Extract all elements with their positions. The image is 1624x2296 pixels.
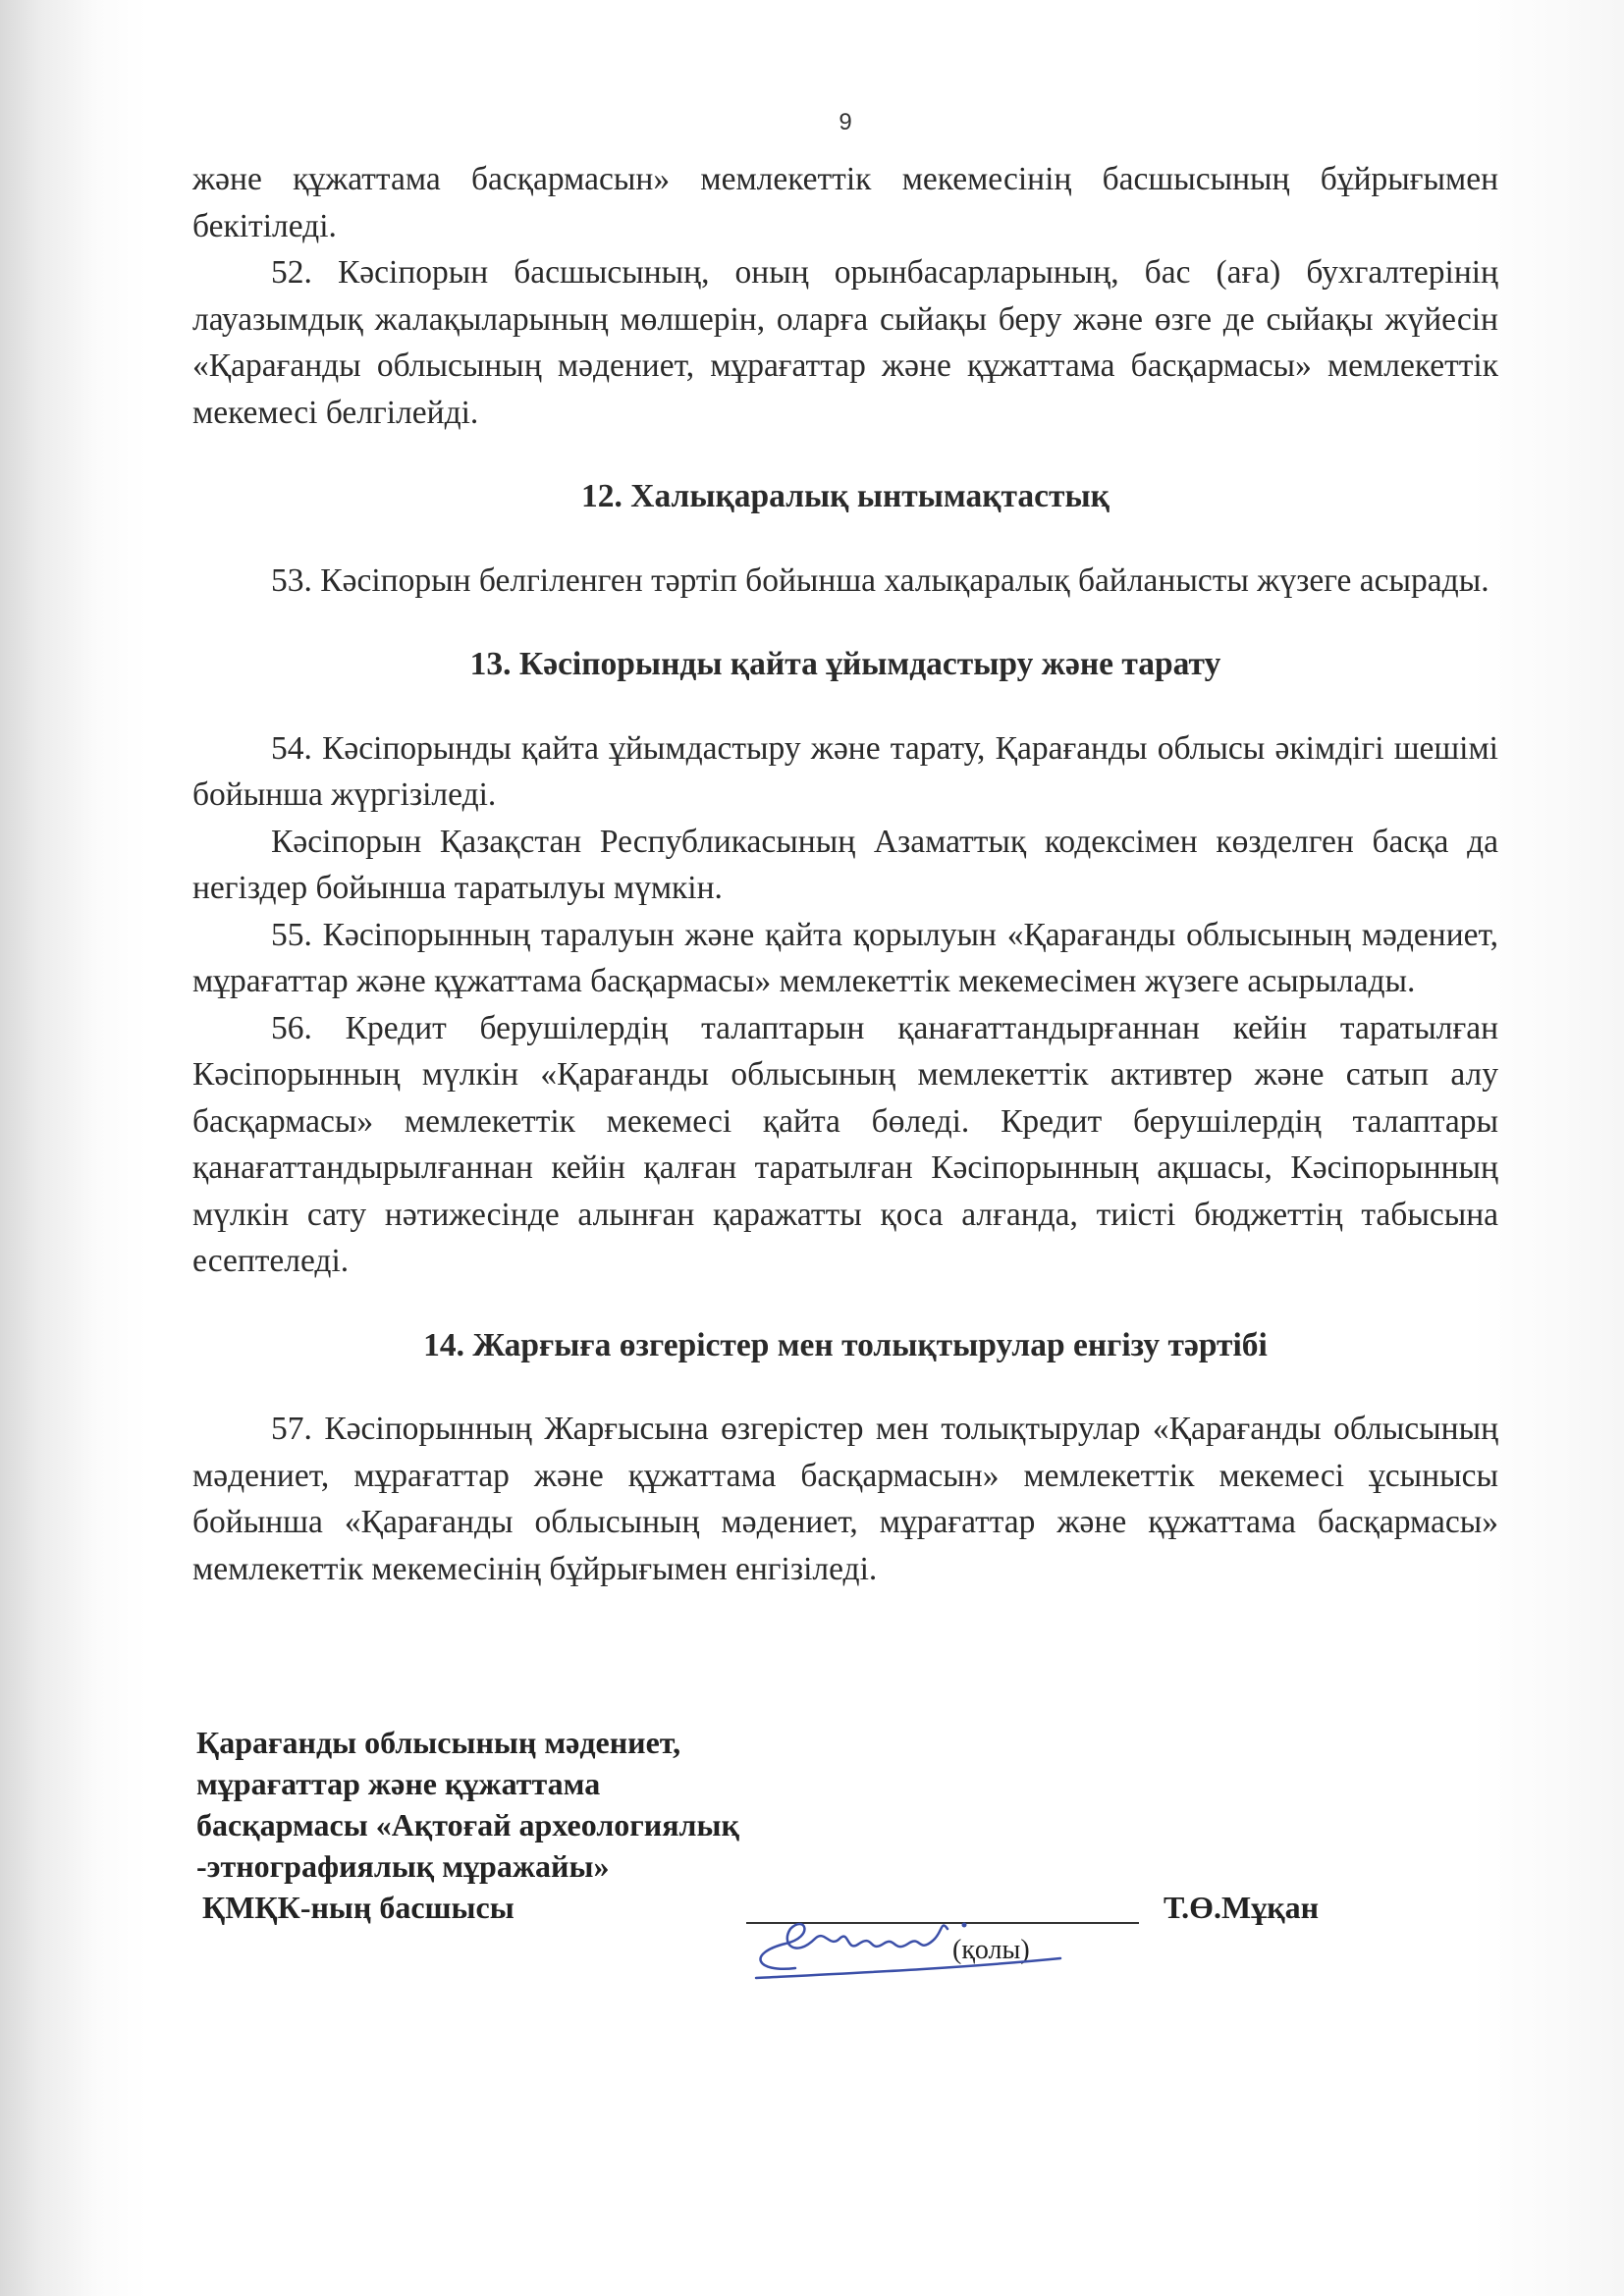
paragraph-continuation: және құжаттама басқармасын» мемлекеттік мекемесінің басшысының бұйрығымен бекітіледі.	[192, 161, 1498, 244]
paragraph-54-cont: Кәсіпорын Қазақстан Республикасының Азаматтық кодексімен көзделген басқа да негіздер бойынша таратылуы мүмкін.	[192, 823, 1498, 906]
section-heading-12: 12. Халықаралық ынтымақтастық	[581, 478, 1110, 514]
page-number: 9	[839, 109, 852, 135]
section-heading-14: 14. Жарғыға өзгерістер мен толықтырулар енгізу тәртібі	[423, 1326, 1268, 1363]
signatory-title: ҚМҚК-ның басшысы	[202, 1890, 514, 1925]
signatory-name: Т.Ө.Мұқан	[1164, 1890, 1320, 1925]
document-body	[192, 93, 1498, 1592]
paragraph-53: 53. Кәсіпорын белгіленген тәртіп бойынша халықаралық байланысты жүзеге асырады.	[271, 561, 1489, 599]
paragraph-57: 57. Кәсіпорынның Жарғысына өзгерістер мен толықтырулар «Қарағанды облысының мәдениет, мұрағаттар және құжаттама басқармасын» мемлекеттік мекемесі ұсынысы бойынша «Қарағанды облысының мәдениет, мұрағаттар және құжаттама басқармасы» мемлекеттік мекемесінің бұйрығымен енгізіледі.	[192, 1411, 1498, 1587]
signature-caption: (қолы)	[952, 1935, 1030, 1965]
signature-org-line-1: Қарағанды облысының мәдениет,	[196, 1725, 681, 1760]
paragraph-54: 54. Кәсіпорынды қайта ұйымдастыру және тарату, Қарағанды облысы әкімдігі шешімі бойынша жүргізіледі.	[192, 729, 1498, 813]
signature-org-line-4: -этнографиялық мұражайы»	[196, 1848, 610, 1884]
signature-org-line-3: басқармасы «Ақтоғай археологиялық	[196, 1807, 739, 1842]
handwritten-signature-icon	[736, 1899, 1080, 1998]
paragraph-52: 52. Кәсіпорын басшысының, оның орынбасарларының, бас (аға) бухгалтерінің лауазымдық жалақыларының мөлшерін, оларға сыйақы беру және өзге де сыйақы жүйесін «Қарағанды облысының мәдениет, мұрағаттар және құжаттама басқармасы» мемлекеттік мекемесі белгілейді.	[192, 254, 1498, 431]
paragraph-56: 56. Кредит берушілердің талаптарын қанағаттандырғаннан кейін таратылған Кәсіпорынның мүлкін «Қарағанды облысының мемлекеттік активтер және сатып алу басқармасы» мемлекеттік мекемесі қайта бөледі. Кредит берушілердің талаптары қанағаттандырылғаннан кейін қалған таратылған Кәсіпорынның ақшасы, Кәсіпорынның мүлкін сату нәтижесінде алынған қаражатты қоса алғанда, тиісті бюджеттің табысына есептеледі.	[192, 1009, 1498, 1279]
section-heading-13: 13. Кәсіпорынды қайта ұйымдастыру және тарату	[469, 646, 1221, 682]
paragraph-55: 55. Кәсіпорынның таралуын және қайта қорылуын «Қарағанды облысының мәдениет, мұрағаттар және құжаттама басқармасы» мемлекеттік мекемесімен жүзеге асырылады.	[192, 916, 1498, 999]
signature-org-line-2: мұрағаттар және құжаттама	[196, 1766, 601, 1801]
